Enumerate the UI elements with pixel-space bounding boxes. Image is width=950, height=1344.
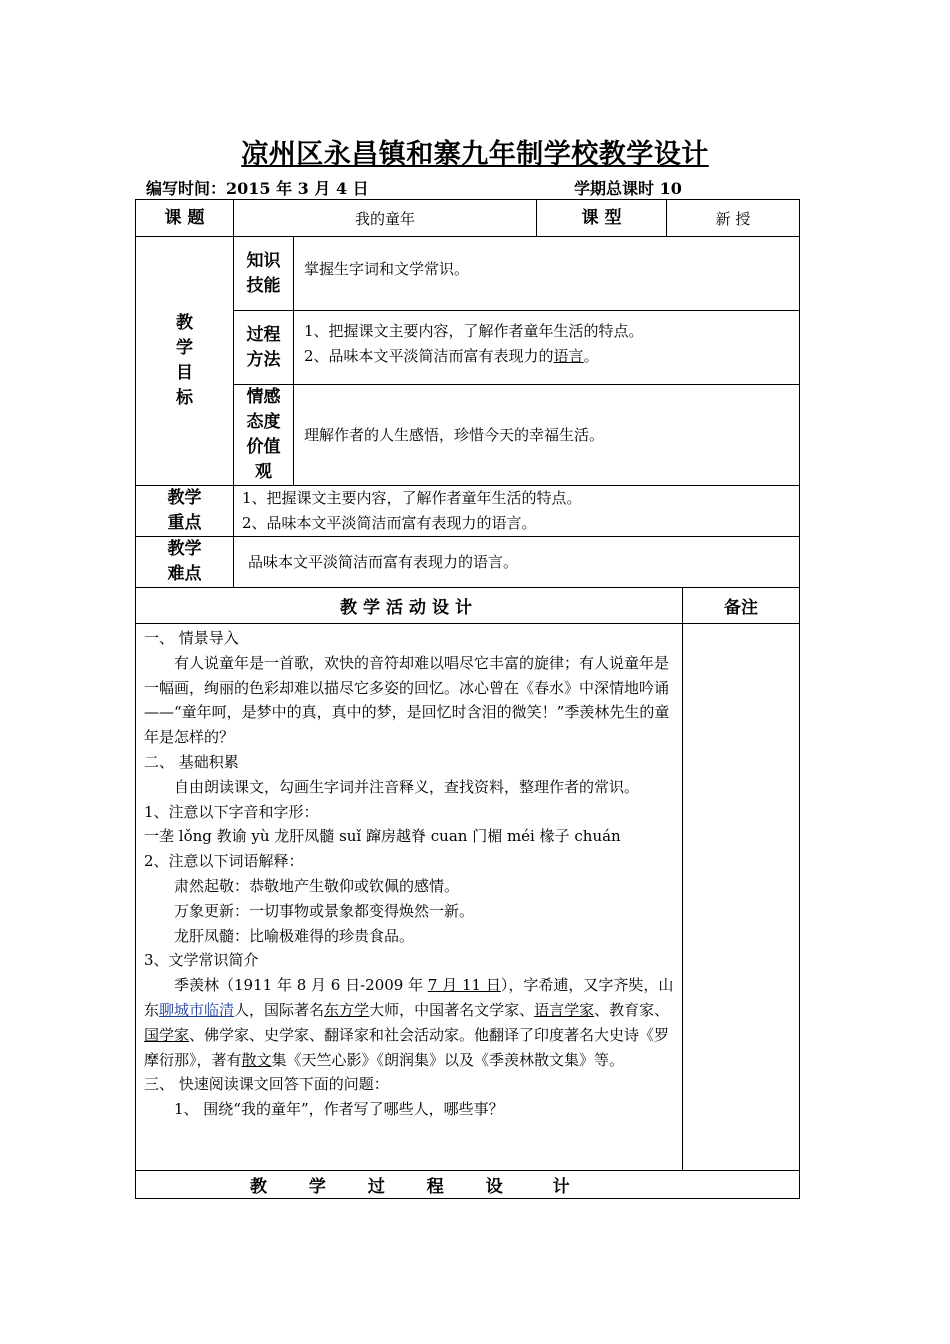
bio-text: 、佛学家、史学家、翻译家和社会活动家。他翻译了印度著名大史诗《罗摩衍那》，著有 (144, 1025, 670, 1069)
teaching-goals-label (136, 237, 234, 486)
key-points-label (136, 486, 234, 537)
process-label-line: 过程 (246, 324, 281, 345)
question-1: 1、 围绕“我的童年”，作者写了哪些人，哪些事？ (174, 1100, 504, 1119)
linguist-link[interactable]: 语言学家 (534, 1000, 595, 1019)
goals-label-char: 标 (176, 388, 193, 408)
vocabulary-item: 肃然起敬：恭敬地产生敬仰或钦佩的感情。 (174, 876, 460, 895)
notes-header: 备注 (683, 588, 800, 624)
section-3-title: 三、 快速阅读课文回答下面的问题： (144, 1075, 389, 1094)
footer-char: 学 (308, 1177, 326, 1197)
section-1-title: 一、 情景导入 (144, 629, 239, 647)
footer-char: 程 (426, 1177, 444, 1197)
type-value: 新 授 (667, 200, 800, 237)
semester-period: 学期总课时 10 (574, 179, 682, 198)
goals-label-char: 目 (176, 363, 193, 383)
bio-text: 人，国际著名 (234, 1000, 325, 1019)
compile-date: 编写时间：2015 年 3 月 4 日 (146, 179, 369, 198)
process-line-2-text: 2、品味本文平淡简洁而富有表现力的 (304, 347, 554, 365)
bio-text: ），字希逋，又字齐奘，山东 (144, 976, 674, 1019)
process-label (234, 311, 294, 385)
goals-label-char: 教 (176, 313, 193, 333)
activity-content (136, 624, 683, 1171)
difficulty-label-line: 难点 (167, 564, 202, 584)
process-line-2-end: 。 (583, 347, 599, 365)
key-points-label-line: 教学 (167, 488, 202, 508)
emotion-label-line: 情感 (246, 387, 281, 407)
pronunciation-heading: 1、注意以下字音和字形： (144, 802, 319, 821)
sinologist-link[interactable]: 国学家 (144, 1025, 190, 1044)
difficulty-label (136, 537, 234, 588)
footer-char: 过 (367, 1177, 385, 1197)
goals-label-char: 学 (176, 338, 193, 358)
process-line-1: 1、把握课文主要内容，了解作者童年生活的特点。 (304, 322, 644, 340)
pronunciation-words: 一垄 lǒng 教谕 yù 龙肝凤髓 suǐ 蹿房越脊 cuan 门楣 méi 椽子 chuán (144, 827, 621, 846)
type-label: 课 型 (537, 200, 667, 237)
bio-text: 季羡林（1911 年 8 月 6 日-2009 年 (174, 976, 428, 995)
emotion-text: 理解作者的人生感悟，珍惜今天的幸福生活。 (294, 385, 800, 486)
literature-heading: 3、文学常识简介 (144, 951, 259, 970)
footer-char: 教 (250, 1177, 267, 1197)
emotion-label-line: 态度 (246, 412, 281, 432)
knowledge-label (234, 237, 294, 311)
difficulty-text: 品味本文平淡简洁而富有表现力的语言。 (234, 537, 800, 588)
bio-text: 、教育家、 (594, 1000, 670, 1019)
difficulty-label-line: 教学 (167, 539, 202, 559)
knowledge-label-line: 知识 (246, 250, 281, 271)
knowledge-text: 掌握生字词和文学常识。 (294, 237, 800, 311)
bio-text: 集《天竺心影》《朗润集》以及《季羡林散文集》等。 (271, 1050, 625, 1069)
process-design-header (136, 1171, 800, 1199)
footer-char: 设 (485, 1177, 503, 1197)
author-bio (144, 973, 674, 1072)
section-2-paragraph: 自由朗读课文，勾画生字词并注音释义，查找资料，整理作者的常识。 (174, 777, 640, 796)
key-points-text (234, 486, 800, 537)
vocabulary-heading: 2、注意以下词语解释： (144, 852, 304, 871)
section-1-paragraph: 有人说童年是一首歌，欢快的音符却难以唱尽它丰富的旋律；有人说童年是一幅画，绚丽的色彩却难以描尽它多姿的回忆。冰心曾在《春水》中深情地吟诵——“童年呵，是梦中的真，真中的梦，是回忆时含泪的微笑！”季羡林先生的童年是怎样的？ (144, 653, 670, 747)
process-text (294, 311, 800, 385)
key-point-1: 1、把握课文主要内容，了解作者童年生活的特点。 (242, 489, 582, 507)
language-link[interactable]: 语言 (553, 347, 584, 365)
topic-label: 课 题 (136, 200, 234, 237)
document-title: 凉州区永昌镇和寨九年制学校教学设计 (241, 139, 709, 170)
section-2-title: 二、 基础积累 (144, 752, 239, 771)
process-line-2 (304, 344, 789, 369)
death-date-link[interactable]: 7 月 11 日 (427, 976, 501, 995)
linqing-link[interactable]: 聊城市临清 (159, 1000, 235, 1019)
oriental-studies-link[interactable]: 东方学 (324, 1000, 370, 1019)
emotion-label (234, 385, 294, 486)
process-label-line: 方法 (246, 349, 281, 370)
prose-link[interactable]: 散文 (241, 1050, 272, 1069)
activity-header: 教学活动设计 (136, 588, 683, 624)
topic-value: 我的童年 (234, 200, 537, 237)
vocabulary-item: 万象更新：一切事物或景象都变得焕然一新。 (174, 901, 475, 920)
footer-char: 计 (552, 1177, 570, 1197)
vocabulary-item: 龙肝凤髓：比喻极难得的珍贵食品。 (174, 926, 415, 945)
key-points-label-line: 重点 (167, 513, 202, 533)
knowledge-label-line: 技能 (246, 275, 281, 296)
emotion-label-line: 价值 (246, 437, 281, 457)
notes-cell (683, 624, 800, 1171)
bio-text: 大师，中国著名文学家、 (369, 1000, 535, 1019)
lesson-plan-table (135, 199, 800, 1199)
key-point-2: 2、品味本文平淡简洁而富有表现力的语言。 (242, 514, 537, 532)
emotion-label-line: 观 (255, 462, 272, 482)
